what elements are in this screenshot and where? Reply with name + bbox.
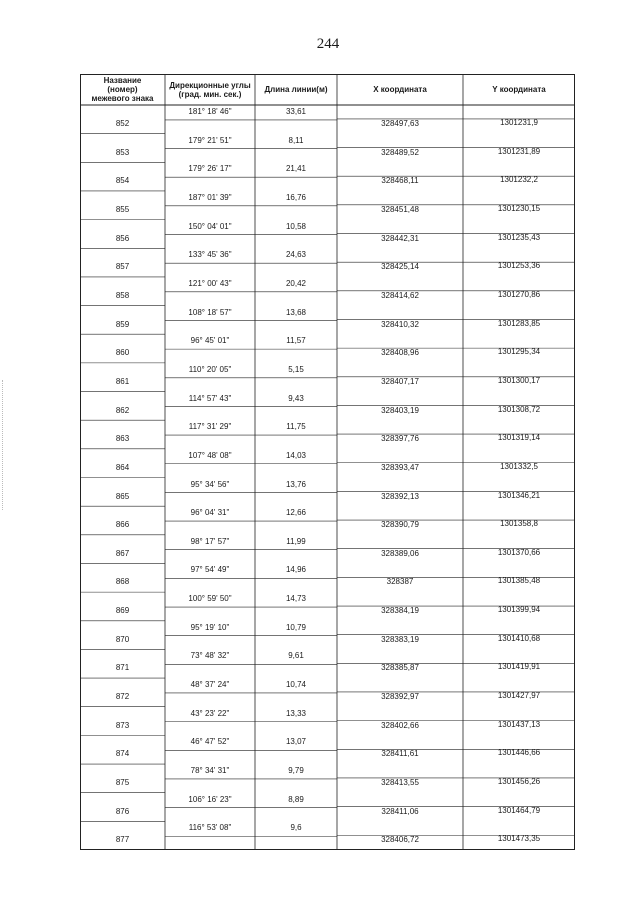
x-coordinate: 328451,48 <box>381 204 419 214</box>
marker-name: 853 <box>115 147 130 157</box>
direction-angle: 73° 48' 32" <box>190 651 230 661</box>
line-length: 33,61 <box>285 107 307 116</box>
x-coordinate: 328406,72 <box>381 835 419 845</box>
direction-angle: 150° 04' 01" <box>188 221 232 231</box>
direction-angle: 97° 54' 49" <box>190 565 230 575</box>
x-coordinate: 328387 <box>386 577 414 587</box>
header-x: X координата <box>373 85 427 94</box>
x-coordinate: 328390,79 <box>381 520 419 530</box>
line-length: 5,15 <box>288 364 304 374</box>
marker-name: 870 <box>115 634 130 644</box>
direction-angle: 179° 21' 51" <box>188 135 232 145</box>
marker-name: 856 <box>115 233 130 243</box>
y-coordinate: 1301370,66 <box>497 547 541 557</box>
line-length: 11,99 <box>286 536 306 546</box>
marker-name: 873 <box>115 720 130 730</box>
y-coordinate: 1301419,91 <box>497 662 541 672</box>
y-coordinate: 1301332,5 <box>500 461 538 471</box>
direction-angle: 43° 23' 22" <box>190 708 230 718</box>
marker-name: 863 <box>115 434 130 444</box>
direction-angle: 96° 45' 01" <box>190 336 230 346</box>
direction-angle: 121° 00' 43" <box>188 278 232 288</box>
y-coordinate: 1301231,9 <box>500 118 538 127</box>
x-coordinate: 328383,19 <box>381 634 419 644</box>
table-grid-lines <box>80 74 575 850</box>
line-length: 13,33 <box>285 708 307 718</box>
marker-name: 867 <box>115 548 130 558</box>
marker-name: 866 <box>115 520 130 530</box>
marker-name: 858 <box>115 290 130 300</box>
line-length: 8,89 <box>288 794 304 804</box>
marker-name: 865 <box>115 491 130 501</box>
direction-angle: 133° 45' 36" <box>188 250 232 260</box>
x-coordinate: 328397,76 <box>381 434 419 444</box>
line-length: 24,63 <box>285 250 307 260</box>
y-coordinate: 1301427,97 <box>497 691 541 701</box>
line-length: 10,79 <box>285 622 307 632</box>
direction-angle: 48° 37' 24" <box>190 680 230 690</box>
marker-name: 862 <box>115 405 130 415</box>
y-coordinate: 1301446,66 <box>497 748 541 758</box>
y-coordinate: 1301283,85 <box>497 318 541 328</box>
line-length: 14,03 <box>285 450 307 460</box>
direction-angle: 108° 18' 57" <box>188 307 232 317</box>
direction-angle: 114° 57' 43" <box>188 393 232 403</box>
x-coordinate: 328414,62 <box>381 290 419 300</box>
line-length: 8,11 <box>288 135 304 145</box>
marker-name: 876 <box>115 806 130 816</box>
header-length: Длина линии(м) <box>264 85 328 94</box>
page-number: 244 <box>316 36 340 52</box>
marker-name: 874 <box>115 749 130 759</box>
direction-angle: 46° 47' 52" <box>190 737 230 747</box>
line-length: 21,41 <box>285 164 307 174</box>
direction-angle: 95° 34' 56" <box>190 479 230 489</box>
line-length: 14,96 <box>285 565 307 575</box>
x-coordinate: 328393,47 <box>381 462 419 472</box>
y-coordinate: 1301410,68 <box>497 633 541 643</box>
line-length: 10,58 <box>285 221 307 231</box>
y-coordinate: 1301308,72 <box>497 404 541 414</box>
coordinates-table <box>80 74 575 850</box>
direction-angle: 98° 17' 57" <box>190 536 230 546</box>
direction-angle: 181° 18' 46" <box>188 107 232 116</box>
line-length: 12,66 <box>285 508 307 518</box>
marker-name: 869 <box>115 606 130 616</box>
y-coordinate: 1301473,35 <box>497 834 541 844</box>
x-coordinate: 328408,96 <box>381 348 419 358</box>
y-coordinate: 1301456,26 <box>497 777 541 787</box>
direction-angle: 187° 01' 39" <box>188 192 232 202</box>
marker-name: 854 <box>115 176 130 186</box>
x-coordinate: 328402,66 <box>381 720 419 730</box>
marker-name: 860 <box>115 348 130 358</box>
marker-name: 868 <box>115 577 130 587</box>
y-coordinate: 1301231,89 <box>497 146 541 156</box>
direction-angle: 106° 16' 23" <box>188 794 232 804</box>
x-coordinate: 328411,61 <box>381 749 419 759</box>
marker-name: 859 <box>115 319 130 329</box>
line-length: 13,68 <box>285 307 307 317</box>
direction-angle: 179° 26' 17" <box>188 164 232 174</box>
line-length: 16,76 <box>285 192 307 202</box>
y-coordinate: 1301346,21 <box>497 490 541 500</box>
line-length: 10,74 <box>285 680 307 690</box>
x-coordinate: 328442,31 <box>381 233 419 243</box>
x-coordinate: 328413,55 <box>381 778 419 788</box>
x-coordinate: 328392,13 <box>381 491 419 501</box>
line-length: 11,57 <box>286 336 306 346</box>
line-length: 9,6 <box>290 823 302 833</box>
scan-margin-mark <box>2 380 9 510</box>
y-coordinate: 1301319,14 <box>497 433 541 443</box>
line-length: 9,43 <box>288 393 304 403</box>
marker-name: 877 <box>115 835 130 845</box>
x-coordinate: 328392,97 <box>381 692 419 702</box>
x-coordinate: 328407,17 <box>381 376 419 386</box>
x-coordinate: 328425,14 <box>381 262 419 272</box>
line-length: 20,42 <box>285 278 307 288</box>
y-coordinate: 1301464,79 <box>497 805 541 815</box>
marker-name: 852 <box>115 119 130 128</box>
y-coordinate: 1301300,17 <box>497 375 541 385</box>
direction-angle: 117° 31' 29" <box>188 422 232 432</box>
direction-angle: 100° 59' 50" <box>188 594 232 604</box>
x-coordinate: 328489,52 <box>381 147 419 157</box>
y-coordinate: 1301253,36 <box>497 261 541 271</box>
y-coordinate: 1301437,13 <box>497 719 541 729</box>
line-length: 9,79 <box>288 766 304 776</box>
y-coordinate: 1301295,34 <box>497 347 541 357</box>
marker-name: 871 <box>115 663 130 673</box>
y-coordinate: 1301235,43 <box>497 232 541 242</box>
x-coordinate: 328497,63 <box>381 119 419 128</box>
x-coordinate: 328384,19 <box>381 606 419 616</box>
line-length: 13,76 <box>285 479 307 489</box>
marker-name: 875 <box>115 778 130 788</box>
y-coordinate: 1301358,8 <box>500 519 538 529</box>
direction-angle: 110° 20' 05" <box>188 364 232 374</box>
marker-name: 872 <box>115 692 130 702</box>
x-coordinate: 328411,06 <box>381 806 419 816</box>
direction-angle: 116° 53' 08" <box>188 823 232 833</box>
x-coordinate: 328389,06 <box>381 548 419 558</box>
line-length: 11,75 <box>286 422 306 432</box>
direction-angle: 96° 04' 31" <box>190 508 230 518</box>
y-coordinate: 1301399,94 <box>497 605 541 615</box>
marker-name: 861 <box>115 376 130 386</box>
direction-angle: 107° 48' 08" <box>188 450 232 460</box>
x-coordinate: 328403,19 <box>381 405 419 415</box>
marker-name: 855 <box>115 204 130 214</box>
header-name: Название (номер) межевого знака <box>91 76 154 103</box>
header-y: Y координата <box>492 85 546 94</box>
direction-angle: 95° 19' 10" <box>190 622 230 632</box>
marker-name: 857 <box>115 262 130 272</box>
y-coordinate: 1301270,86 <box>497 289 541 299</box>
line-length: 13,07 <box>285 737 307 747</box>
marker-name: 864 <box>115 462 130 472</box>
x-coordinate: 328410,32 <box>381 319 419 329</box>
x-coordinate: 328385,87 <box>381 663 419 673</box>
line-length: 14,73 <box>285 594 307 604</box>
header-angle: Дирекционные углы (град. мин. сек.) <box>169 80 251 99</box>
direction-angle: 78° 34' 31" <box>190 766 230 776</box>
y-coordinate: 1301230,15 <box>497 203 541 213</box>
y-coordinate: 1301385,48 <box>497 576 541 586</box>
y-coordinate: 1301232,2 <box>500 175 538 185</box>
line-length: 9,61 <box>288 651 304 661</box>
x-coordinate: 328468,11 <box>381 176 419 186</box>
